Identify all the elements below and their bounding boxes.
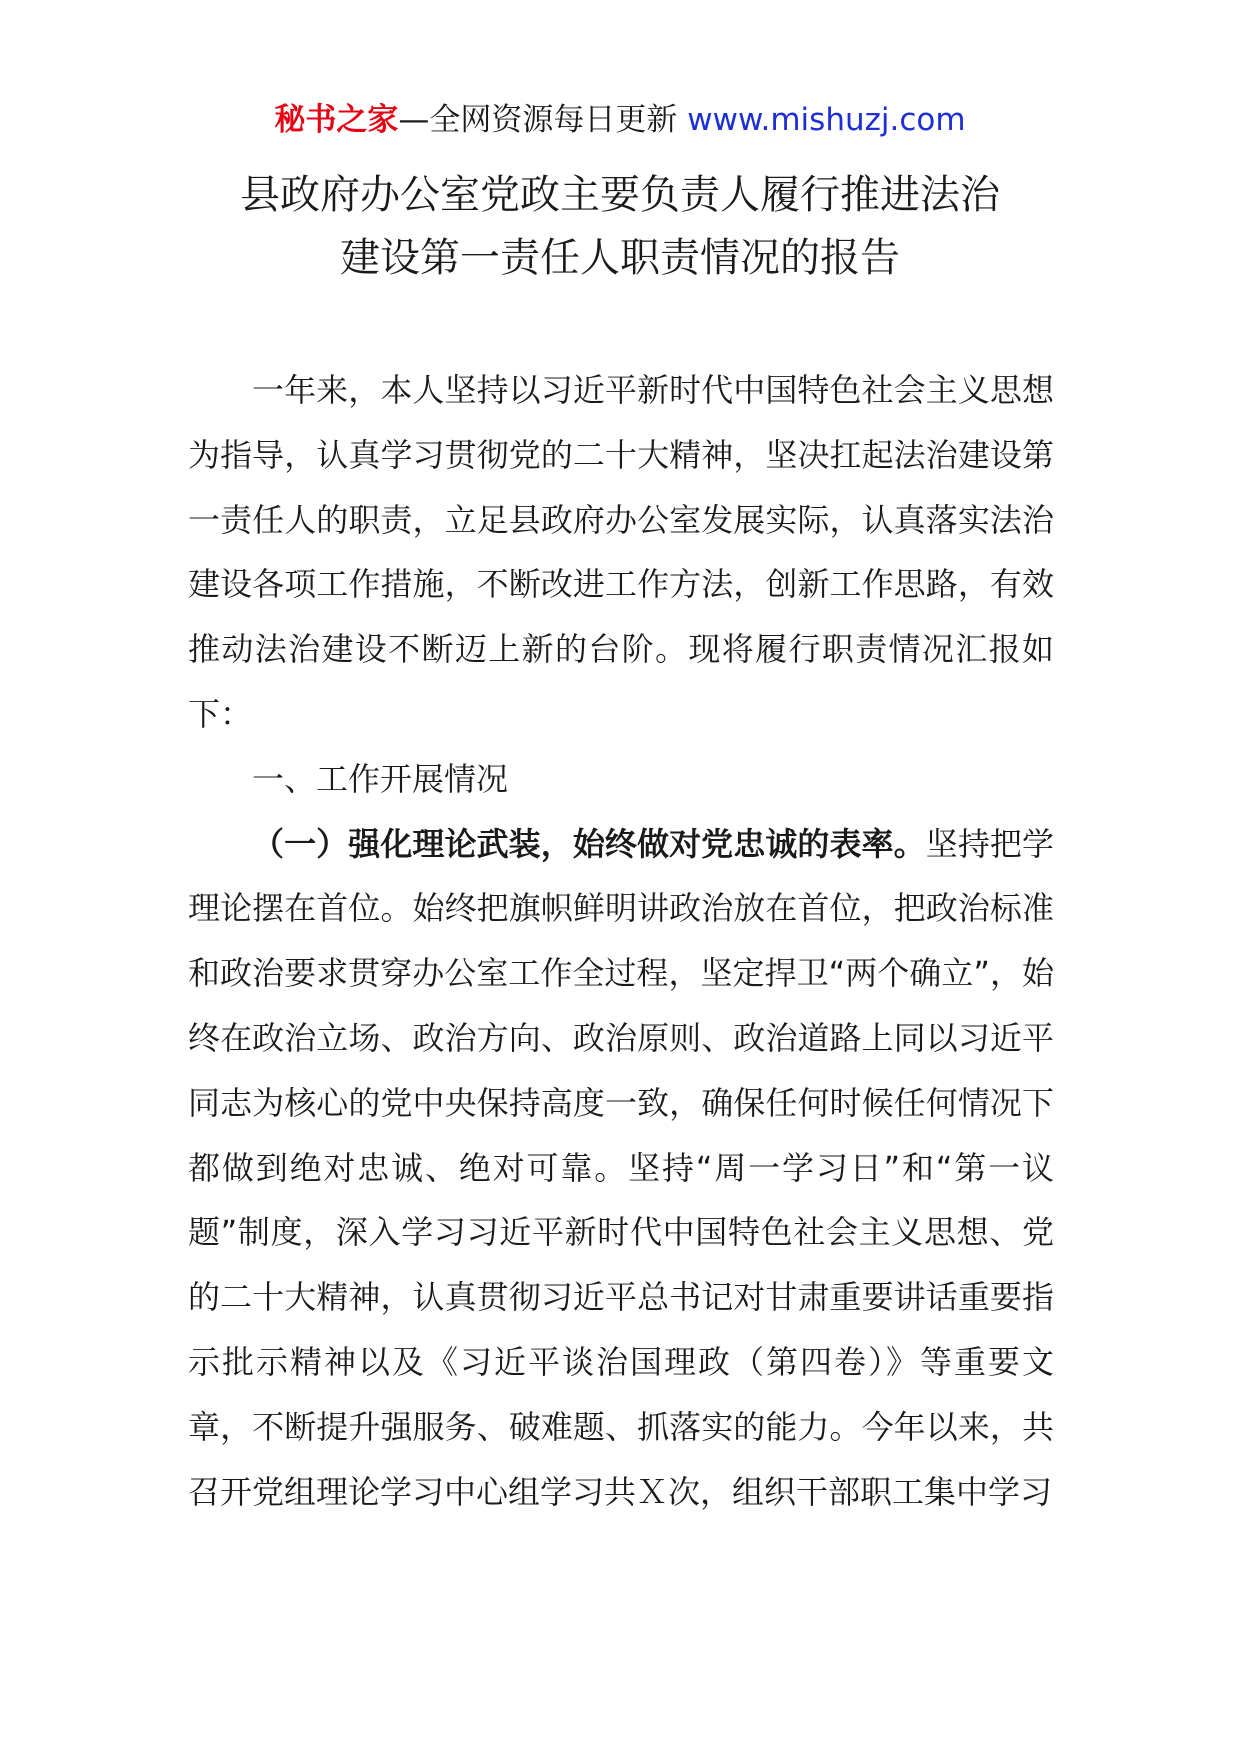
brand-name: 秘书之家 bbox=[274, 102, 399, 138]
website-link[interactable]: www.mishuzj.com bbox=[687, 102, 966, 138]
title-line-2: 建设第一责任人职责情况的报告 bbox=[340, 235, 900, 281]
subsection-body-1: 坚持把学理论摆在首位。始终把旗帜鲜明讲政治放在首位，把政治标准和政治要求贯穿办公室工作全过程，坚定捍卫“两个确立”，始终在政治立场、政治方向、政治原则、政治道路上同以习近平同志为核心的党中央保持高度一致，确保任何时候任何情况下都做到绝对忠诚、绝对可靠。坚持“周一学习日”和“第一议题”制度，深入学习习近平新时代中国特色社会主义思想、党的二十大精神，认真贯彻习近平总书记对甘肃重要讲话重要指示批示精神以及《习近平谈治国理政（第四卷）》等重要文章，不断提升强服务、破难题、抓落实的能力。今年以来，共召开党组理论学习中心组学习共Ｘ次，组织干部职工集中学习 bbox=[188, 824, 1054, 1511]
document-title bbox=[0, 164, 1240, 290]
section-heading-1: 一、工作开展情况 bbox=[252, 759, 509, 798]
header-banner bbox=[0, 100, 1240, 140]
document-body bbox=[188, 358, 1054, 1524]
subsection-paragraph-1 bbox=[188, 812, 1054, 1525]
banner-tagline: —全网资源每日更新 bbox=[398, 102, 678, 138]
subsection-lead-1: （一）强化理论武装，始终做对党忠诚的表率。 bbox=[252, 824, 926, 863]
title-line-1: 县政府办公室党政主要负责人履行推进法治 bbox=[240, 172, 1000, 218]
intro-paragraph: 一年来，本人坚持以习近平新时代中国特色社会主义思想为指导，认真学习贯彻党的二十大精神，坚决扛起法治建设第一责任人的职责，立足县政府办公室发展实际，认真落实法治建设各项工作措施，不断改进工作方法，创新工作思路，有效推动法治建设不断迈上新的台阶。现将履行职责情况汇报如下： bbox=[188, 371, 1054, 733]
